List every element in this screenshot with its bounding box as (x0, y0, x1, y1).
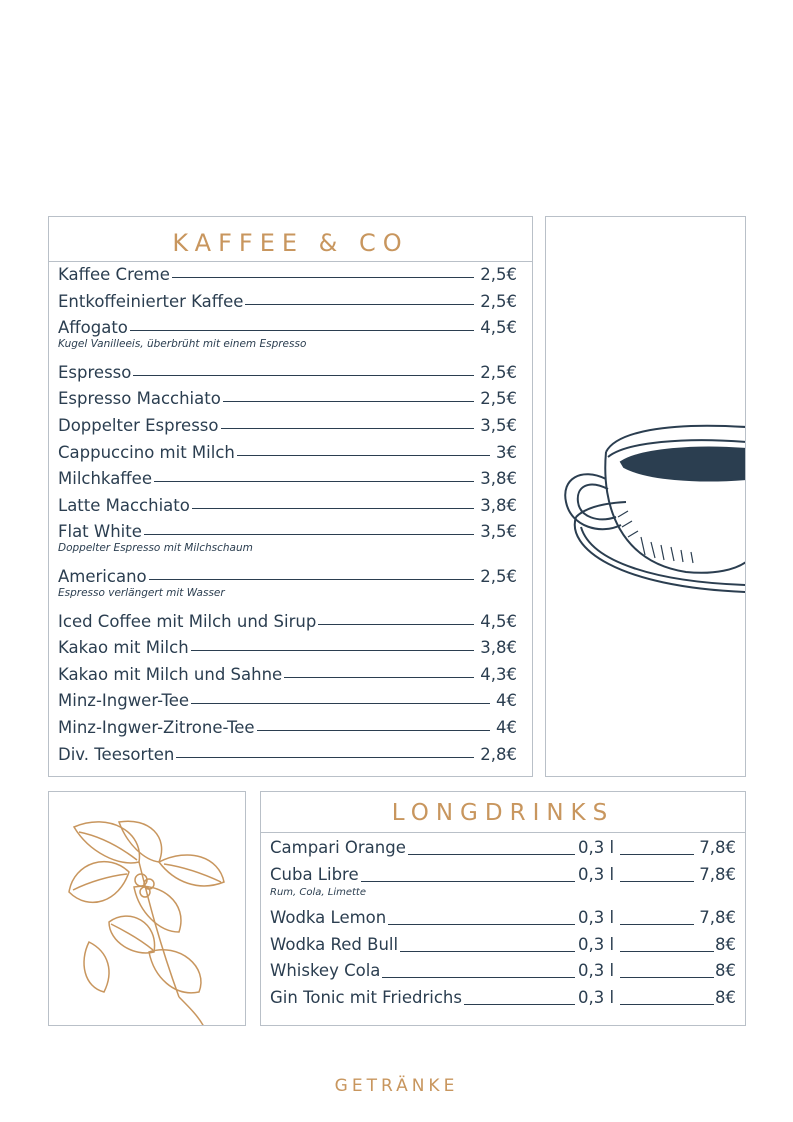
item-note: Doppelter Espresso mit Milchschaum (58, 542, 253, 554)
item-price: 3,8€ (480, 495, 517, 515)
item-name: Iced Coffee mit Milch und Sirup (58, 611, 317, 631)
item-price: 2,5€ (480, 265, 517, 284)
item-price: 3€ (496, 442, 517, 462)
item-note: Kugel Vanilleeis, überbrüht mit einem Espresso (58, 337, 307, 350)
item-note: Rum, Cola, Limette (270, 887, 366, 898)
item-size: 0,3 l (578, 838, 615, 857)
dotted-leader (620, 951, 714, 952)
kaffee-panel (48, 216, 533, 777)
longdrinks-panel (260, 791, 746, 1026)
item-price: 8€ (715, 961, 736, 980)
coffee-illustration-panel (545, 216, 746, 777)
item-name: Espresso Macchiato (58, 389, 221, 409)
dotted-leader (130, 330, 474, 331)
item-price: 7,8€ (699, 838, 736, 857)
item-price: 4,5€ (480, 318, 517, 338)
dotted-leader (361, 881, 575, 882)
item-price: 2,5€ (480, 389, 517, 409)
item-name: Whiskey Cola (270, 961, 381, 980)
dotted-leader (284, 677, 474, 678)
item-price: 3,8€ (480, 638, 517, 658)
kaffee-item (58, 443, 517, 462)
kaffee-item (58, 318, 517, 337)
dotted-leader (176, 757, 474, 758)
longdrinks-divider (261, 832, 745, 833)
item-name: Cappuccino mit Milch (58, 442, 235, 462)
item-size: 0,3 l (578, 934, 615, 954)
kaffee-divider (49, 261, 532, 262)
item-name: Campari Orange (270, 838, 406, 857)
dotted-leader (133, 375, 474, 376)
page-footer: GETRÄNKE (334, 1076, 459, 1096)
coffee-cup-illustration (546, 217, 746, 777)
item-price: 4€ (496, 691, 517, 711)
kaffee-item (58, 612, 517, 631)
item-name: Affogato (58, 318, 128, 338)
item-name: Minz-Ingwer-Zitrone-Tee (58, 718, 255, 737)
item-name: Gin Tonic mit Friedrichs (270, 987, 462, 1007)
dotted-leader (620, 1004, 714, 1005)
kaffee-item (58, 718, 517, 737)
kaffee-item (58, 363, 517, 382)
longdrink-item (270, 865, 736, 887)
item-name: Wodka Lemon (270, 908, 387, 927)
item-price: 3,5€ (480, 416, 517, 435)
dotted-leader (620, 881, 694, 882)
item-name: Milchkaffee (58, 469, 152, 489)
item-price: 4,5€ (480, 611, 517, 631)
item-size: 0,3 l (578, 961, 615, 980)
item-name: Latte Macchiato (58, 495, 190, 515)
item-name: Doppelter Espresso (58, 416, 219, 435)
longdrink-item (270, 961, 736, 983)
kaffee-item (58, 745, 517, 764)
item-note: Espresso verlängert mit Wasser (58, 586, 225, 599)
item-name: Kakao mit Milch (58, 638, 189, 658)
longdrink-item (270, 908, 736, 930)
dotted-leader (221, 428, 475, 429)
item-name: Kaffee Creme (58, 265, 170, 284)
item-name: Flat White (58, 522, 142, 542)
kaffee-item (58, 638, 517, 657)
dotted-leader (400, 951, 575, 952)
item-name: Div. Teesorten (58, 744, 175, 764)
item-price: 3,8€ (480, 469, 517, 489)
item-price: 4,3€ (480, 664, 517, 684)
item-name: Entkoffeinierter Kaffee (58, 291, 244, 311)
item-price: 2,5€ (480, 291, 517, 311)
dotted-leader (237, 455, 490, 456)
item-name: Cuba Libre (270, 864, 359, 884)
dotted-leader (223, 401, 474, 402)
item-name: Espresso (58, 362, 132, 382)
kaffee-item (58, 469, 517, 488)
kaffee-title: KAFFEE & CO (172, 229, 409, 257)
dotted-leader (191, 703, 490, 704)
item-price: 7,8€ (699, 864, 736, 884)
item-name: Americano (58, 567, 147, 586)
kaffee-item (58, 416, 517, 435)
longdrinks-title: LONGDRINKS (391, 800, 615, 826)
kaffee-item (58, 292, 517, 311)
dotted-leader (408, 854, 575, 855)
kaffee-item (58, 265, 517, 284)
kaffee-item (58, 665, 517, 684)
dotted-leader (245, 304, 474, 305)
coffee-plant-illustration (49, 792, 246, 1026)
dotted-leader (620, 924, 694, 925)
item-size: 0,3 l (578, 864, 615, 884)
item-price: 8€ (715, 934, 736, 954)
item-size: 0,3 l (578, 908, 615, 927)
kaffee-item (58, 389, 517, 408)
dotted-leader (257, 730, 490, 731)
item-name: Minz-Ingwer-Tee (58, 691, 190, 711)
dotted-leader (620, 977, 714, 978)
item-price: 7,8€ (699, 908, 736, 927)
dotted-leader (464, 1004, 575, 1005)
kaffee-item (58, 522, 517, 541)
dotted-leader (154, 481, 474, 482)
item-price: 2,8€ (480, 744, 517, 764)
plant-illustration-panel (48, 791, 246, 1026)
item-price: 8€ (715, 987, 736, 1007)
dotted-leader (620, 854, 694, 855)
dotted-leader (318, 624, 474, 625)
dotted-leader (149, 579, 475, 580)
dotted-leader (172, 277, 474, 278)
kaffee-item (58, 567, 517, 586)
item-price: 2,5€ (480, 362, 517, 382)
dotted-leader (191, 650, 475, 651)
dotted-leader (192, 508, 474, 509)
longdrink-item (270, 988, 736, 1010)
item-price: 3,5€ (480, 522, 517, 542)
dotted-leader (144, 534, 474, 535)
dotted-leader (382, 977, 575, 978)
item-size: 0,3 l (578, 987, 615, 1007)
item-name: Kakao mit Milch und Sahne (58, 664, 283, 684)
kaffee-item (58, 496, 517, 515)
item-name: Wodka Red Bull (270, 934, 399, 954)
item-price: 4€ (496, 718, 517, 737)
longdrink-item (270, 935, 736, 957)
kaffee-item (58, 691, 517, 710)
longdrink-item (270, 838, 736, 860)
item-price: 2,5€ (480, 567, 517, 586)
dotted-leader (388, 924, 575, 925)
